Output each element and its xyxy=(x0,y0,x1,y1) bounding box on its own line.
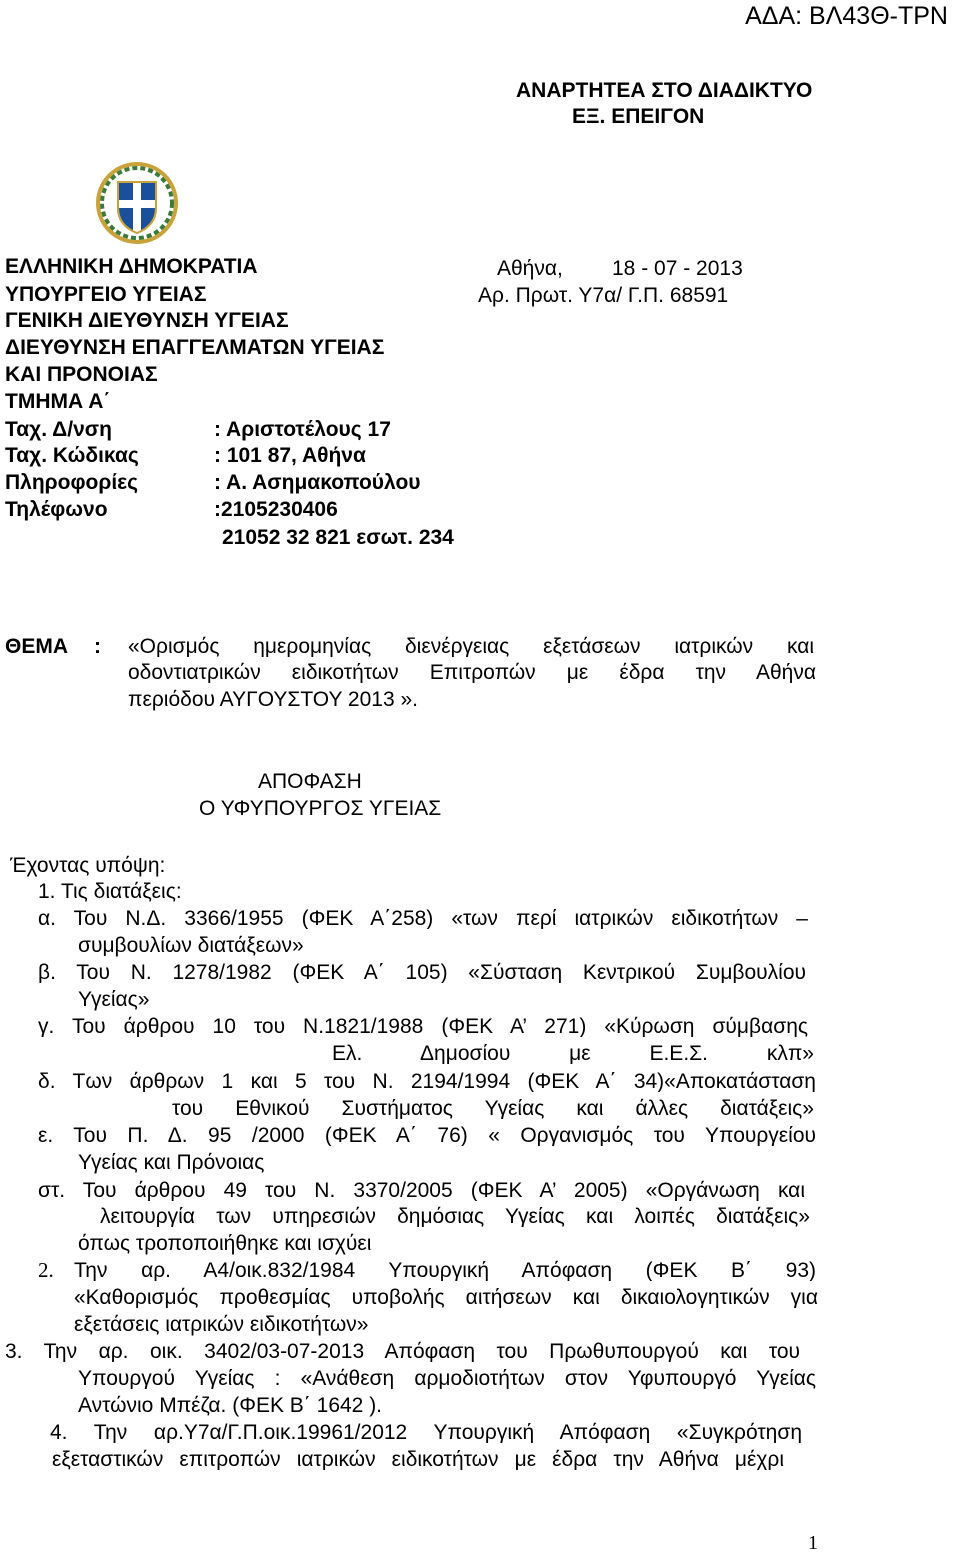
body-item: στ. Του άρθρου 49 του Ν. 3370/2005 (ΦΕΚ Α’ 2005) «Οργάνωση και xyxy=(38,1180,805,1201)
body-item: του Εθνικού Συστήματος Υγείας και άλλες διατάξεις» xyxy=(172,1098,814,1119)
greek-coat-of-arms-icon xyxy=(96,162,178,244)
contact-label: Πληροφορίες xyxy=(5,471,139,494)
body-item: 3. Την αρ. οικ. 3402/03-07-2013 Απόφαση του Πρωθυπουργού και του xyxy=(5,1341,800,1362)
body-item: Υγείας» xyxy=(78,988,150,1011)
body-item: Υγείας και Πρόνοιας xyxy=(78,1151,265,1174)
subject-line: οδοντιατρικών ειδικοτήτων Επιτροπών με έδρα την Αθήνα xyxy=(128,662,816,683)
sender-line: ΔΙΕΥΘΥΝΣΗ ΕΠΑΓΓΕΛΜΑΤΩΝ ΥΓΕΙΑΣ xyxy=(5,336,385,359)
subject-line: περιόδου ΑΥΓΟΥΣΤΟΥ 2013 ». xyxy=(128,688,418,711)
body-intro: Έχοντας υπόψη: xyxy=(10,854,166,877)
body-item: Ελ. Δημοσίου με Ε.Ε.Σ. κλπ» xyxy=(332,1043,814,1064)
sender-line: ΥΠΟΥΡΓΕΙΟ ΥΓΕΙΑΣ xyxy=(5,283,207,306)
contact-value: :2105230406 xyxy=(214,498,338,521)
subject-line: «Ορισμός ημερομηνίας διενέργειας εξετάσεων ιατρικών και xyxy=(128,636,814,657)
contact-label: Ταχ. Κώδικας xyxy=(5,444,139,467)
body-item: εξετάσεις ιατρικών ειδικοτήτων» xyxy=(74,1313,369,1336)
body-item: συμβουλίων διατάξεων» xyxy=(78,934,304,957)
sender-line: ΤΜΗΜΑ Α΄ xyxy=(5,390,111,413)
body-item: ε. Του Π. Δ. 95 /2000 (ΦΕΚ Α΄ 76) « Οργανισμός του Υπουργείου xyxy=(38,1125,816,1146)
contact-value: : Α. Ασημακοπούλου xyxy=(214,471,421,494)
subject-colon: : xyxy=(94,635,101,658)
doc-place: Αθήνα, xyxy=(497,257,563,280)
subject-label: ΘΕΜΑ xyxy=(5,635,68,658)
body-item: Αντώνιο Μπέζα. (ΦΕΚ Β΄ 1642 ). xyxy=(78,1394,383,1417)
urgent-notice: ΕΞ. ΕΠΕΙΓΟΝ xyxy=(572,105,705,128)
decision-title: ΑΠΟΦΑΣΗ xyxy=(258,770,362,793)
body-item: 4. Την αρ.Υ7α/Γ.Π.οικ.19961/2012 Υπουργική Απόφαση «Συγκρότηση xyxy=(50,1422,802,1443)
sender-line: ΚΑΙ ΠΡΟΝΟΙΑΣ xyxy=(5,363,158,386)
body-item: γ. Του άρθρου 10 του Ν.1821/1988 (ΦΕΚ Α’ 271) «Κύρωση σύμβασης xyxy=(38,1016,808,1037)
page-number: 1 xyxy=(808,1532,818,1554)
decision-issuer: Ο ΥΦΥΠΟΥΡΓΟΣ ΥΓΕΙΑΣ xyxy=(199,797,442,820)
contact-label: Ταχ. Δ/νση xyxy=(5,418,112,441)
body-item: δ. Των άρθρων 1 και 5 του Ν. 2194/1994 (ΦΕΚ Α΄ 34)«Αποκατάσταση xyxy=(38,1071,816,1092)
body-item: Την αρ. Α4/οικ.832/1984 Υπουργική Απόφαση (ΦΕΚ Β΄ 93) xyxy=(74,1260,816,1281)
body-item: 1. Τις διατάξεις: xyxy=(38,880,182,903)
item-number: 2. xyxy=(38,1258,54,1282)
phone-extension: 21052 32 821 εσωτ. 234 xyxy=(222,526,454,549)
sender-line: ΕΛΛΗΝΙΚΗ ΔΗΜΟΚΡΑΤΙΑ xyxy=(5,255,258,278)
body-item: λειτουργία των υπηρεσιών δημόσιας Υγείας και λοιπές διατάξεις» xyxy=(100,1206,810,1227)
body-item: εξεταστικών επιτροπών ιατρικών ειδικοτήτων με έδρα την Αθήνα μέχρι xyxy=(52,1449,784,1470)
contact-value: : 101 87, Αθήνα xyxy=(214,444,366,467)
body-item: α. Του Ν.Δ. 3366/1955 (ΦΕΚ Α΄258) «των περί ιατρικών ειδικοτήτων – xyxy=(38,908,808,929)
body-item: όπως τροποποιήθηκε και ισχύει xyxy=(78,1232,372,1255)
ada-code: ΑΔΑ: ΒΛ43Θ-ΤΡΝ xyxy=(745,2,948,30)
body-item: «Καθορισμός προθεσμίας υποβολής αιτήσεων και δικαιολογητικών για xyxy=(74,1287,818,1308)
contact-label: Τηλέφωνο xyxy=(5,498,108,521)
posted-online-notice: ΑΝΑΡΤΗΤΕΑ ΣΤΟ ΔΙΑΔΙΚΤΥΟ xyxy=(516,79,813,102)
doc-date: 18 - 07 - 2013 xyxy=(612,257,743,280)
sender-line: ΓΕΝΙΚΗ ΔΙΕΥΘΥΝΣΗ ΥΓΕΙΑΣ xyxy=(5,309,289,332)
body-item: β. Του Ν. 1278/1982 (ΦΕΚ Α΄ 105) «Σύσταση Κεντρικού Συμβουλίου xyxy=(38,962,806,983)
protocol-number: Αρ. Πρωτ. Υ7α/ Γ.Π. 68591 xyxy=(478,284,729,307)
body-item: Υπουργού Υγείας : «Ανάθεση αρμοδιοτήτων στον Υφυπουργό Υγείας xyxy=(78,1368,816,1389)
contact-value: : Αριστοτέλους 17 xyxy=(214,418,391,441)
